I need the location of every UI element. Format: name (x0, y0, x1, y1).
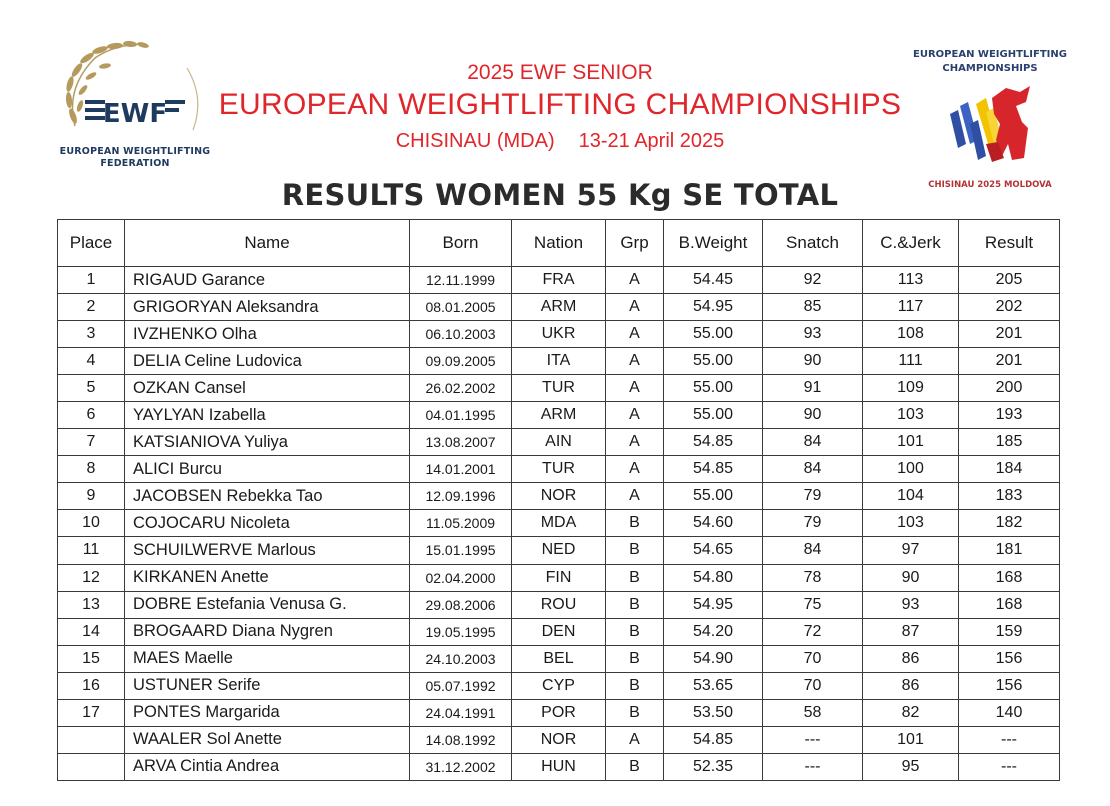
results-table (57, 219, 1060, 781)
born-cell: 19.05.1995 (410, 618, 512, 645)
bweight-cell: 54.85 (664, 726, 763, 753)
table-row (58, 672, 1060, 699)
column-header-cjerk: C.&Jerk (863, 220, 959, 267)
championships-logo (910, 46, 1070, 196)
table-row (58, 645, 1060, 672)
cjerk-cell: 111 (863, 348, 959, 375)
snatch-cell: 84 (763, 429, 863, 456)
nation-cell: FIN (512, 564, 606, 591)
nation-cell: UKR (512, 321, 606, 348)
snatch-cell: 92 (763, 267, 863, 294)
snatch-cell: 70 (763, 672, 863, 699)
grp-cell: B (606, 699, 664, 726)
table-row (58, 483, 1060, 510)
place-cell: 8 (58, 456, 125, 483)
bweight-cell: 53.65 (664, 672, 763, 699)
born-cell: 15.01.1995 (410, 537, 512, 564)
born-cell: 11.05.2009 (410, 510, 512, 537)
grp-cell: A (606, 483, 664, 510)
laurel-wreath-icon (55, 38, 215, 148)
nation-cell: AIN (512, 429, 606, 456)
place-cell: 16 (58, 672, 125, 699)
nation-cell: ROU (512, 591, 606, 618)
bweight-cell: 55.00 (664, 321, 763, 348)
grp-cell: B (606, 645, 664, 672)
event-location-dates (210, 126, 910, 156)
cjerk-cell: 93 (863, 591, 959, 618)
cjerk-cell: 117 (863, 294, 959, 321)
grp-cell: A (606, 429, 664, 456)
result-cell: 182 (959, 510, 1060, 537)
place-cell: 5 (58, 375, 125, 402)
snatch-cell: 72 (763, 618, 863, 645)
result-cell: --- (959, 753, 1060, 780)
cjerk-cell: 100 (863, 456, 959, 483)
result-cell: 168 (959, 591, 1060, 618)
table-row (58, 348, 1060, 375)
grp-cell: A (606, 456, 664, 483)
name-cell: ALICI Burcu (125, 456, 410, 483)
name-cell: USTUNER Serife (125, 672, 410, 699)
nation-cell: POR (512, 699, 606, 726)
result-cell: --- (959, 726, 1060, 753)
place-cell: 9 (58, 483, 125, 510)
championships-name-line1: EUROPEAN WEIGHTLIFTING (913, 49, 1067, 60)
bweight-cell: 54.65 (664, 537, 763, 564)
snatch-cell: 84 (763, 456, 863, 483)
name-cell: KIRKANEN Anette (125, 564, 410, 591)
name-cell: BROGAARD Diana Nygren (125, 618, 410, 645)
cjerk-cell: 87 (863, 618, 959, 645)
event-location: CHISINAU (MDA) (395, 130, 555, 152)
born-cell: 14.01.2001 (410, 456, 512, 483)
name-cell: GRIGORYAN Aleksandra (125, 294, 410, 321)
born-cell: 05.07.1992 (410, 672, 512, 699)
result-cell: 201 (959, 321, 1060, 348)
bweight-cell: 53.50 (664, 699, 763, 726)
snatch-cell: 70 (763, 645, 863, 672)
snatch-cell: 75 (763, 591, 863, 618)
snatch-cell: --- (763, 726, 863, 753)
name-cell: IVZHENKO Olha (125, 321, 410, 348)
column-header-place: Place (58, 220, 125, 267)
ewf-mark (85, 99, 185, 129)
born-cell: 24.10.2003 (410, 645, 512, 672)
bweight-cell: 54.95 (664, 591, 763, 618)
born-cell: 06.10.2003 (410, 321, 512, 348)
place-cell (58, 753, 125, 780)
place-cell: 13 (58, 591, 125, 618)
cjerk-cell: 113 (863, 267, 959, 294)
place-cell: 14 (58, 618, 125, 645)
name-cell: MAES Maelle (125, 645, 410, 672)
born-cell: 12.09.1996 (410, 483, 512, 510)
name-cell: WAALER Sol Anette (125, 726, 410, 753)
grp-cell: B (606, 591, 664, 618)
cjerk-cell: 95 (863, 753, 959, 780)
result-cell: 185 (959, 429, 1060, 456)
cjerk-cell: 101 (863, 726, 959, 753)
grp-cell: A (606, 267, 664, 294)
name-cell: ARVA Cintia Andrea (125, 753, 410, 780)
table-header-row (58, 220, 1060, 267)
nation-cell: NOR (512, 726, 606, 753)
place-cell: 4 (58, 348, 125, 375)
snatch-cell: 85 (763, 294, 863, 321)
table-row (58, 402, 1060, 429)
grp-cell: B (606, 672, 664, 699)
snatch-cell: 91 (763, 375, 863, 402)
grp-cell: A (606, 402, 664, 429)
nation-cell: ARM (512, 294, 606, 321)
nation-cell: HUN (512, 753, 606, 780)
cjerk-cell: 101 (863, 429, 959, 456)
grp-cell: B (606, 618, 664, 645)
nation-cell: DEN (512, 618, 606, 645)
cjerk-cell: 82 (863, 699, 959, 726)
born-cell: 26.02.2002 (410, 375, 512, 402)
place-cell (58, 726, 125, 753)
table-row (58, 375, 1060, 402)
table-row (58, 753, 1060, 780)
table-row (58, 429, 1060, 456)
grp-cell: A (606, 375, 664, 402)
cjerk-cell: 86 (863, 672, 959, 699)
table-row (58, 618, 1060, 645)
federation-name-line1: EUROPEAN WEIGHTLIFTING (59, 146, 211, 157)
result-cell: 201 (959, 348, 1060, 375)
snatch-cell: 84 (763, 537, 863, 564)
result-cell: 140 (959, 699, 1060, 726)
name-cell: OZKAN Cansel (125, 375, 410, 402)
nation-cell: TUR (512, 375, 606, 402)
born-cell: 24.04.1991 (410, 699, 512, 726)
grp-cell: B (606, 753, 664, 780)
nation-cell: ITA (512, 348, 606, 375)
table-row (58, 699, 1060, 726)
cjerk-cell: 104 (863, 483, 959, 510)
table-row (58, 537, 1060, 564)
result-cell: 159 (959, 618, 1060, 645)
cjerk-cell: 86 (863, 645, 959, 672)
cjerk-cell: 90 (863, 564, 959, 591)
snatch-cell: 79 (763, 510, 863, 537)
name-cell: DOBRE Estefania Venusa G. (125, 591, 410, 618)
born-cell: 14.08.1992 (410, 726, 512, 753)
cjerk-cell: 103 (863, 402, 959, 429)
place-cell: 12 (58, 564, 125, 591)
place-cell: 10 (58, 510, 125, 537)
event-header (210, 60, 910, 156)
nation-cell: CYP (512, 672, 606, 699)
bweight-cell: 54.45 (664, 267, 763, 294)
place-cell: 7 (58, 429, 125, 456)
name-cell: PONTES Margarida (125, 699, 410, 726)
table-row (58, 294, 1060, 321)
name-cell: SCHUILWERVE Marlous (125, 537, 410, 564)
bweight-cell: 54.80 (664, 564, 763, 591)
results-table-body (58, 267, 1060, 781)
table-row (58, 726, 1060, 753)
result-cell: 200 (959, 375, 1060, 402)
name-cell: DELIA Celine Ludovica (125, 348, 410, 375)
grp-cell: B (606, 510, 664, 537)
snatch-cell: --- (763, 753, 863, 780)
event-edition: 2025 EWF SENIOR (467, 61, 653, 84)
grp-cell: A (606, 294, 664, 321)
bweight-cell: 55.00 (664, 348, 763, 375)
cjerk-cell: 109 (863, 375, 959, 402)
snatch-cell: 93 (763, 321, 863, 348)
place-cell: 2 (58, 294, 125, 321)
result-cell: 184 (959, 456, 1060, 483)
nation-cell: NED (512, 537, 606, 564)
grp-cell: B (606, 564, 664, 591)
championships-name (910, 48, 1070, 76)
federation-name-line2: FEDERATION (100, 158, 170, 169)
snatch-cell: 90 (763, 348, 863, 375)
born-cell: 31.12.2002 (410, 753, 512, 780)
grp-cell: B (606, 537, 664, 564)
snatch-cell: 90 (763, 402, 863, 429)
column-header-result: Result (959, 220, 1060, 267)
championships-name-line2: CHAMPIONSHIPS (942, 63, 1038, 74)
column-header-grp: Grp (606, 220, 664, 267)
snatch-cell: 79 (763, 483, 863, 510)
result-cell: 168 (959, 564, 1060, 591)
event-name: EUROPEAN WEIGHTLIFTING CHAMPIONSHIPS (218, 88, 902, 121)
table-row (58, 510, 1060, 537)
nation-cell: NOR (512, 483, 606, 510)
nation-cell: ARM (512, 402, 606, 429)
bweight-cell: 54.60 (664, 510, 763, 537)
table-row (58, 456, 1060, 483)
result-cell: 205 (959, 267, 1060, 294)
federation-name (55, 146, 215, 170)
bweight-cell: 52.35 (664, 753, 763, 780)
bweight-cell: 54.90 (664, 645, 763, 672)
snatch-cell: 58 (763, 699, 863, 726)
grp-cell: A (606, 321, 664, 348)
result-cell: 183 (959, 483, 1060, 510)
bweight-cell: 54.85 (664, 429, 763, 456)
nation-cell: FRA (512, 267, 606, 294)
result-cell: 156 (959, 672, 1060, 699)
place-cell: 1 (58, 267, 125, 294)
name-cell: COJOCARU Nicoleta (125, 510, 410, 537)
result-cell: 181 (959, 537, 1060, 564)
born-cell: 08.01.2005 (410, 294, 512, 321)
born-cell: 09.09.2005 (410, 348, 512, 375)
place-cell: 6 (58, 402, 125, 429)
ewf-federation-logo (55, 38, 215, 178)
name-cell: RIGAUD Garance (125, 267, 410, 294)
name-cell: JACOBSEN Rebekka Tao (125, 483, 410, 510)
snatch-cell: 78 (763, 564, 863, 591)
column-header-born: Born (410, 220, 512, 267)
grp-cell: A (606, 348, 664, 375)
column-header-snatch: Snatch (763, 220, 863, 267)
bweight-cell: 55.00 (664, 483, 763, 510)
results-title: RESULTS WOMEN 55 Kg SE TOTAL (281, 178, 839, 212)
name-cell: KATSIANIOVA Yuliya (125, 429, 410, 456)
championships-venue: CHISINAU 2025 MOLDOVA (928, 180, 1052, 190)
event-dates: 13-21 April 2025 (578, 130, 725, 152)
table-row (58, 564, 1060, 591)
born-cell: 02.04.2000 (410, 564, 512, 591)
result-cell: 156 (959, 645, 1060, 672)
nation-cell: MDA (512, 510, 606, 537)
bweight-cell: 55.00 (664, 402, 763, 429)
grp-cell: A (606, 726, 664, 753)
table-row (58, 321, 1060, 348)
born-cell: 12.11.1999 (410, 267, 512, 294)
result-cell: 202 (959, 294, 1060, 321)
column-header-name: Name (125, 220, 410, 267)
cjerk-cell: 103 (863, 510, 959, 537)
column-header-nation: Nation (512, 220, 606, 267)
table-row (58, 267, 1060, 294)
bweight-cell: 55.00 (664, 375, 763, 402)
aurochs-emblem-icon (946, 84, 1036, 174)
born-cell: 13.08.2007 (410, 429, 512, 456)
bweight-cell: 54.95 (664, 294, 763, 321)
nation-cell: BEL (512, 645, 606, 672)
bweight-cell: 54.85 (664, 456, 763, 483)
born-cell: 04.01.1995 (410, 402, 512, 429)
place-cell: 15 (58, 645, 125, 672)
cjerk-cell: 108 (863, 321, 959, 348)
result-cell: 193 (959, 402, 1060, 429)
column-header-bweight: B.Weight (664, 220, 763, 267)
place-cell: 3 (58, 321, 125, 348)
bweight-cell: 54.20 (664, 618, 763, 645)
nation-cell: TUR (512, 456, 606, 483)
place-cell: 17 (58, 699, 125, 726)
table-row (58, 591, 1060, 618)
place-cell: 11 (58, 537, 125, 564)
name-cell: YAYLYAN Izabella (125, 402, 410, 429)
ewf-mark-text: EWF (102, 99, 168, 129)
cjerk-cell: 97 (863, 537, 959, 564)
born-cell: 29.08.2006 (410, 591, 512, 618)
